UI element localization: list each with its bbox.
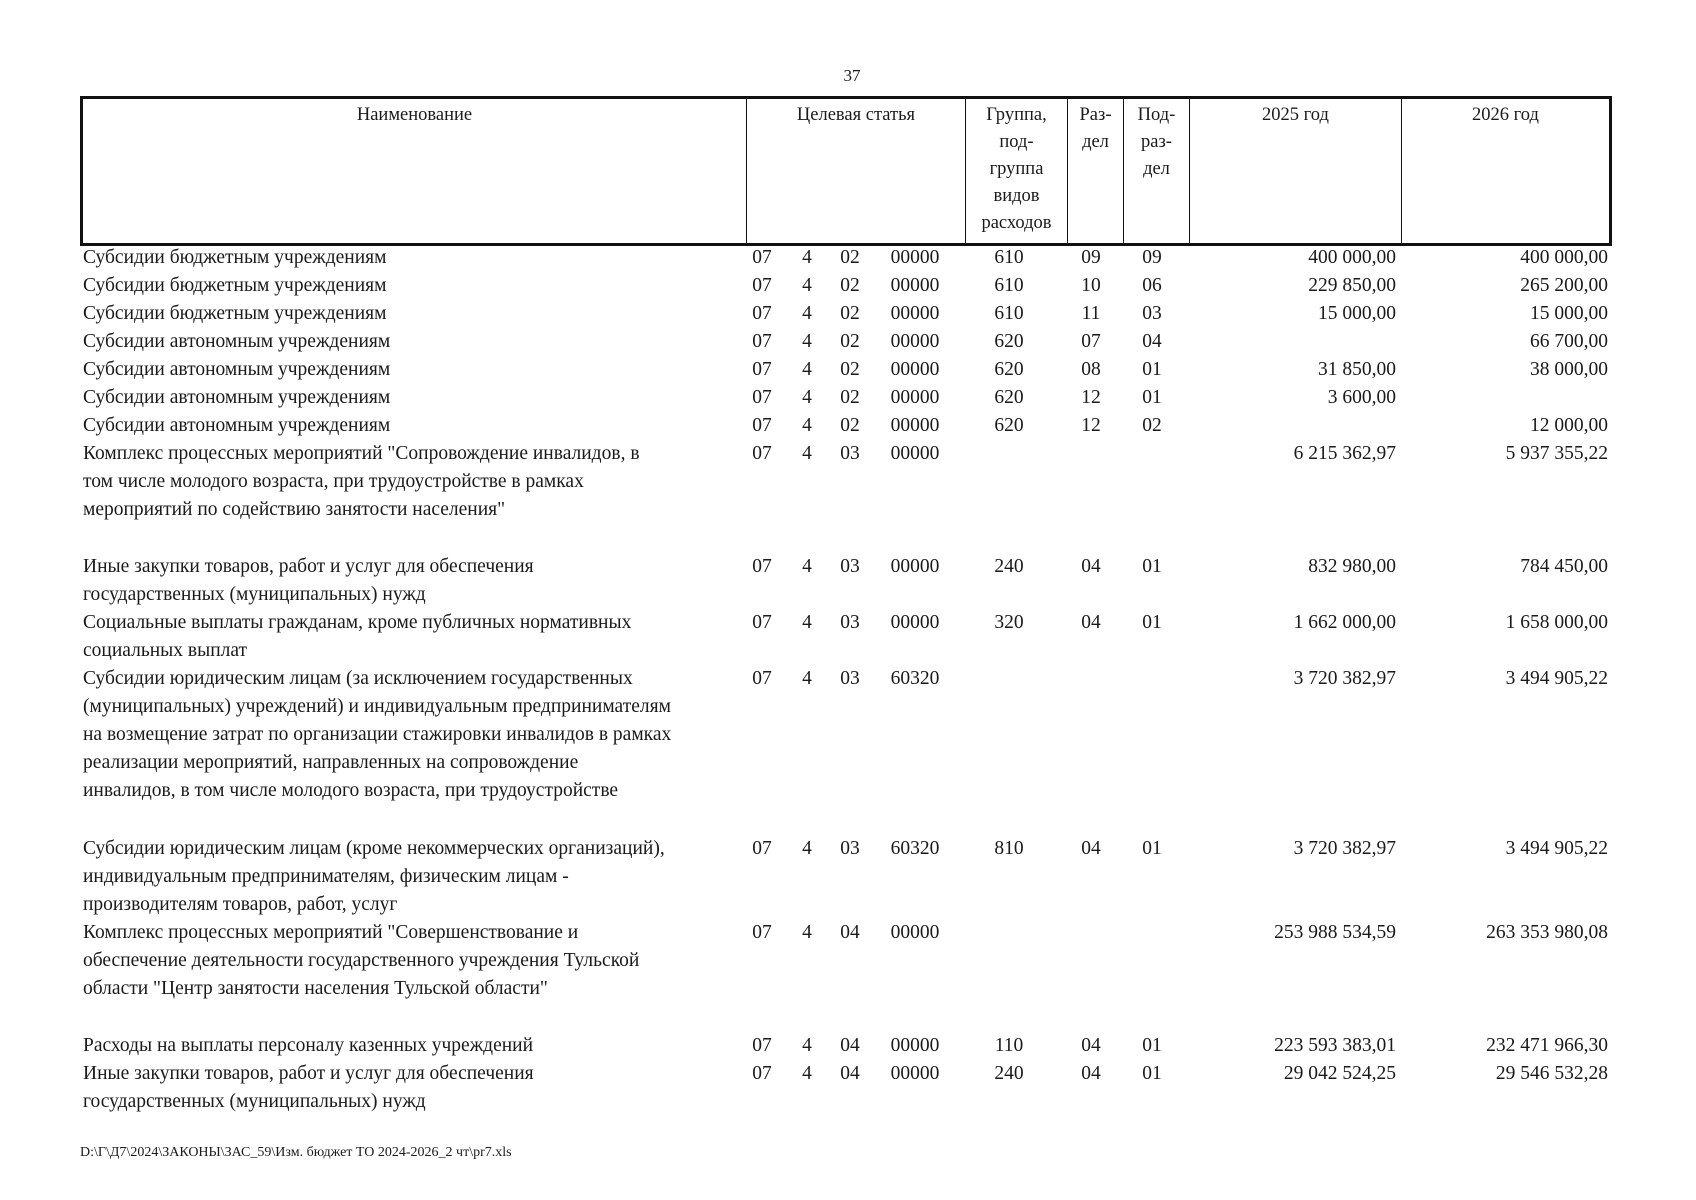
row-name-line: государственных (муниципальных) нужд <box>83 584 426 605</box>
target-program-code: 07 <box>752 303 772 324</box>
subsection-code: 01 <box>1142 387 1162 408</box>
row-name-line: мероприятий по содействию занятости населения" <box>83 499 506 520</box>
amount-2026: 66 700,00 <box>1530 331 1608 352</box>
header-group-line: Группа, <box>986 105 1047 125</box>
target-subprogram-code: 4 <box>802 387 812 408</box>
row-name-line: производителям товаров, работ, услуг <box>83 894 398 915</box>
target-event-code: 04 <box>840 1035 860 1056</box>
row-name-line: реализации мероприятий, направленных на сопровождение <box>83 752 579 773</box>
header-group-line: под- <box>999 132 1034 152</box>
row-name <box>83 300 743 328</box>
row-name <box>83 553 743 609</box>
row-name-line: Комплекс процессных мероприятий "Сопровождение инвалидов, в <box>83 443 640 464</box>
expense-group: 240 <box>994 556 1024 577</box>
header-name-label: Наименование <box>356 105 473 125</box>
target-event-code: 04 <box>840 1063 860 1084</box>
target-program-code: 07 <box>752 247 772 268</box>
row-name-line: государственных (муниципальных) нужд <box>83 1091 426 1112</box>
expense-group: 620 <box>994 331 1024 352</box>
target-program-code: 07 <box>752 922 772 943</box>
target-event-code: 02 <box>840 359 860 380</box>
amount-2025: 3 720 382,97 <box>1293 668 1396 689</box>
row-name-line: Субсидии юридическим лицам (кроме некоммерческих организаций), <box>83 838 665 859</box>
row-name-line: Субсидии бюджетным учреждениям <box>83 247 387 268</box>
header-2026-label: 2026 год <box>1472 105 1539 125</box>
subsection-code: 01 <box>1142 556 1162 577</box>
amount-2025: 223 593 383,01 <box>1274 1035 1396 1056</box>
target-direction-code: 00000 <box>890 1035 940 1056</box>
row-name-line: Субсидии автономным учреждениям <box>83 331 391 352</box>
section-code: 12 <box>1081 387 1101 408</box>
subsection-code: 02 <box>1142 415 1162 436</box>
row-name <box>83 272 743 300</box>
subsection-code: 03 <box>1142 303 1162 324</box>
target-event-code: 02 <box>840 331 860 352</box>
header-2025-label: 2025 год <box>1262 105 1329 125</box>
amount-2025: 3 720 382,97 <box>1293 838 1396 859</box>
amount-2025: 400 000,00 <box>1308 247 1396 268</box>
target-direction-code: 00000 <box>890 922 940 943</box>
target-subprogram-code: 4 <box>802 443 812 464</box>
target-program-code: 07 <box>752 275 772 296</box>
target-event-code: 03 <box>840 612 860 633</box>
row-name <box>83 609 743 665</box>
row-name <box>83 412 743 440</box>
page-number: 37 <box>843 66 861 85</box>
target-program-code: 07 <box>752 415 772 436</box>
amount-2025: 29 042 524,25 <box>1283 1063 1396 1084</box>
section-code: 07 <box>1081 331 1101 352</box>
expense-group: 320 <box>994 612 1024 633</box>
header-group-line: группа <box>989 159 1044 179</box>
expense-group: 810 <box>994 838 1024 859</box>
target-subprogram-code: 4 <box>802 331 812 352</box>
target-direction-code: 00000 <box>890 275 940 296</box>
section-code: 12 <box>1081 415 1101 436</box>
amount-2025: 3 600,00 <box>1327 387 1396 408</box>
amount-2025: 832 980,00 <box>1308 556 1396 577</box>
subsection-code: 01 <box>1142 359 1162 380</box>
row-name-line: том числе молодого возраста, при трудоустройстве в рамках <box>83 471 584 492</box>
amount-2025: 1 662 000,00 <box>1293 612 1396 633</box>
row-name <box>83 244 743 272</box>
row-name <box>83 384 743 412</box>
target-program-code: 07 <box>752 556 772 577</box>
amount-2025: 6 215 362,97 <box>1293 443 1396 464</box>
row-name <box>83 665 743 805</box>
target-subprogram-code: 4 <box>802 415 812 436</box>
target-event-code: 02 <box>840 247 860 268</box>
header-group-line: расходов <box>981 213 1052 233</box>
row-name-line: Субсидии бюджетным учреждениям <box>83 303 387 324</box>
section-code: 08 <box>1081 359 1101 380</box>
target-direction-code: 00000 <box>890 612 940 633</box>
section-code: 04 <box>1081 1035 1101 1056</box>
target-subprogram-code: 4 <box>802 275 812 296</box>
row-name-line: Комплекс процессных мероприятий "Совершенствование и <box>83 922 579 943</box>
target-subprogram-code: 4 <box>802 556 812 577</box>
amount-2026: 265 200,00 <box>1520 275 1608 296</box>
amount-2025: 15 000,00 <box>1318 303 1396 324</box>
header-name <box>83 99 747 243</box>
target-subprogram-code: 4 <box>802 359 812 380</box>
target-direction-code: 00000 <box>890 443 940 464</box>
row-name-line: (муниципальных) учреждений) и индивидуальным предпринимателям <box>83 696 671 717</box>
row-name <box>83 919 743 1003</box>
row-name-line: области "Центр занятости населения Тульской области" <box>83 978 548 999</box>
row-name <box>83 1032 743 1060</box>
section-code: 04 <box>1081 838 1101 859</box>
expense-group: 620 <box>994 415 1024 436</box>
amount-2026: 3 494 905,22 <box>1505 838 1608 859</box>
section-code: 10 <box>1081 275 1101 296</box>
target-subprogram-code: 4 <box>802 612 812 633</box>
target-program-code: 07 <box>752 387 772 408</box>
header-subsection <box>1124 99 1190 243</box>
row-name-line: Иные закупки товаров, работ и услуг для обеспечения <box>83 556 534 577</box>
target-direction-code: 60320 <box>890 668 940 689</box>
amount-2026: 3 494 905,22 <box>1505 668 1608 689</box>
amount-2026: 5 937 355,22 <box>1505 443 1608 464</box>
row-name <box>83 328 743 356</box>
target-event-code: 02 <box>840 275 860 296</box>
expense-group: 610 <box>994 275 1024 296</box>
row-name-line: инвалидов, в том числе молодого возраста, при трудоустройстве <box>83 780 619 801</box>
row-name-line: индивидуальным предпринимателям, физическим лицам - <box>83 866 569 887</box>
target-event-code: 03 <box>840 443 860 464</box>
amount-2025: 253 988 534,59 <box>1274 922 1396 943</box>
target-event-code: 03 <box>840 556 860 577</box>
header-section-line: дел <box>1082 132 1109 152</box>
header-target-label: Целевая статья <box>796 105 916 125</box>
subsection-code: 01 <box>1142 1035 1162 1056</box>
header-2026 <box>1402 99 1609 243</box>
amount-2026: 29 546 532,28 <box>1495 1063 1608 1084</box>
section-code: 09 <box>1081 247 1101 268</box>
target-direction-code: 00000 <box>890 415 940 436</box>
header-subsection-line: раз- <box>1141 132 1172 152</box>
target-subprogram-code: 4 <box>802 922 812 943</box>
target-direction-code: 00000 <box>890 387 940 408</box>
target-subprogram-code: 4 <box>802 1063 812 1084</box>
header-subsection-line: дел <box>1143 159 1170 179</box>
target-program-code: 07 <box>752 612 772 633</box>
row-name <box>83 356 743 384</box>
section-code: 11 <box>1081 303 1101 324</box>
amount-2026: 12 000,00 <box>1530 415 1608 436</box>
target-direction-code: 00000 <box>890 556 940 577</box>
table-header <box>80 96 1612 246</box>
amount-2026: 400 000,00 <box>1520 247 1608 268</box>
target-direction-code: 60320 <box>890 838 940 859</box>
amount-2025: 229 850,00 <box>1308 275 1396 296</box>
amount-2025: 31 850,00 <box>1318 359 1396 380</box>
target-program-code: 07 <box>752 838 772 859</box>
row-name <box>83 1060 743 1116</box>
row-name-line: обеспечение деятельности государственного учреждения Тульской <box>83 950 640 971</box>
amount-2026: 784 450,00 <box>1520 556 1608 577</box>
row-name <box>83 440 743 524</box>
amount-2026: 1 658 000,00 <box>1505 612 1608 633</box>
row-name-line: Субсидии автономным учреждениям <box>83 387 391 408</box>
row-name <box>83 835 743 919</box>
target-event-code: 02 <box>840 303 860 324</box>
row-name-line: Субсидии автономным учреждениям <box>83 359 391 380</box>
header-subsection-line: Под- <box>1137 105 1176 125</box>
target-subprogram-code: 4 <box>802 668 812 689</box>
target-event-code: 03 <box>840 838 860 859</box>
expense-group: 620 <box>994 359 1024 380</box>
subsection-code: 01 <box>1142 1063 1162 1084</box>
amount-2026: 232 471 966,30 <box>1486 1035 1608 1056</box>
section-code: 04 <box>1081 612 1101 633</box>
header-2025 <box>1190 99 1402 243</box>
header-group-line: видов <box>993 186 1040 206</box>
expense-group: 620 <box>994 387 1024 408</box>
row-name-line: Субсидии юридическим лицам (за исключением государственных <box>83 668 633 689</box>
subsection-code: 04 <box>1142 331 1162 352</box>
row-name-line: Субсидии автономным учреждениям <box>83 415 391 436</box>
header-section-line: Раз- <box>1079 105 1112 125</box>
target-event-code: 03 <box>840 668 860 689</box>
section-code: 04 <box>1081 1063 1101 1084</box>
header-group <box>966 99 1068 243</box>
row-name-line: социальных выплат <box>83 640 248 661</box>
section-code: 04 <box>1081 556 1101 577</box>
target-subprogram-code: 4 <box>802 247 812 268</box>
row-name-line: Субсидии бюджетным учреждениям <box>83 275 387 296</box>
target-event-code: 02 <box>840 387 860 408</box>
header-target <box>747 99 966 243</box>
row-name-line: Социальные выплаты гражданам, кроме публичных нормативных <box>83 612 632 633</box>
target-direction-code: 00000 <box>890 331 940 352</box>
target-event-code: 02 <box>840 415 860 436</box>
target-subprogram-code: 4 <box>802 838 812 859</box>
target-program-code: 07 <box>752 331 772 352</box>
target-subprogram-code: 4 <box>802 1035 812 1056</box>
amount-2026: 263 353 980,08 <box>1486 922 1608 943</box>
target-program-code: 07 <box>752 359 772 380</box>
target-direction-code: 00000 <box>890 247 940 268</box>
target-direction-code: 00000 <box>890 1063 940 1084</box>
target-program-code: 07 <box>752 443 772 464</box>
target-event-code: 04 <box>840 922 860 943</box>
row-name-line: Иные закупки товаров, работ и услуг для обеспечения <box>83 1063 534 1084</box>
target-subprogram-code: 4 <box>802 303 812 324</box>
amount-2026: 38 000,00 <box>1530 359 1608 380</box>
expense-group: 610 <box>994 247 1024 268</box>
subsection-code: 01 <box>1142 838 1162 859</box>
row-name-line: на возмещение затрат по организации стажировки инвалидов в рамках <box>83 724 672 745</box>
file-path-footer: D:\Г\Д7\2024\ЗАКОНЫ\ЗАС_59\Изм. бюджет ТО 2024-2026_2 чт\pr7.xls <box>80 1145 512 1160</box>
target-direction-code: 00000 <box>890 303 940 324</box>
subsection-code: 01 <box>1142 612 1162 633</box>
subsection-code: 06 <box>1142 275 1162 296</box>
expense-group: 110 <box>994 1035 1024 1056</box>
subsection-code: 09 <box>1142 247 1162 268</box>
expense-group: 610 <box>994 303 1024 324</box>
row-name-line: Расходы на выплаты персоналу казенных учреждений <box>83 1035 534 1056</box>
target-program-code: 07 <box>752 1063 772 1084</box>
expense-group: 240 <box>994 1063 1024 1084</box>
target-program-code: 07 <box>752 668 772 689</box>
header-section <box>1068 99 1124 243</box>
target-direction-code: 00000 <box>890 359 940 380</box>
amount-2026: 15 000,00 <box>1530 303 1608 324</box>
target-program-code: 07 <box>752 1035 772 1056</box>
